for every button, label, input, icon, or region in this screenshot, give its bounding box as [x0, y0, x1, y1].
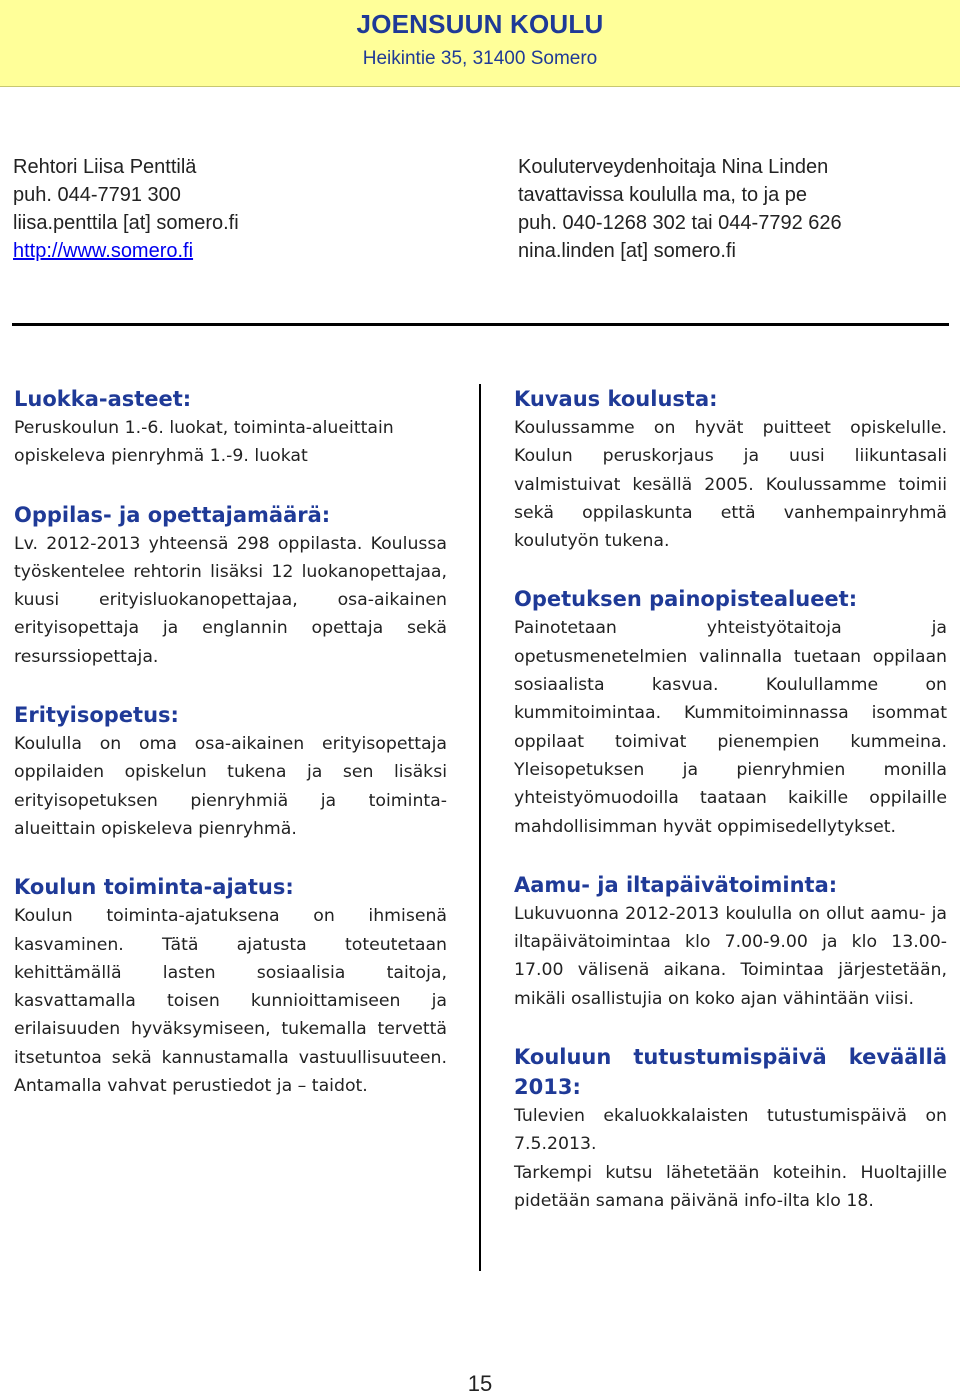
nurse-email: nina.linden [at] somero.fi [518, 240, 736, 262]
afterschool-text: Lukuvuonna 2012-2013 koululla on ollut aamu- ja iltapäivätoimintaa klo 7.00-9.00 ja klo 13.00-17.00 välisenä aikana. Toimintaa järjestetään, mikäli osallistujia on koko ajan vähintään viisi. [514, 903, 947, 1009]
focus-section [514, 584, 947, 840]
counts-heading: Oppilas- ja opettajamäärä: [14, 502, 331, 527]
grades-section [14, 384, 447, 471]
principal-name: Rehtori Liisa Penttilä [13, 156, 197, 178]
horizontal-divider [12, 323, 949, 326]
intro-day-text-1: Tulevien ekaluokkalaisten tutustumispäivä on 7.5.2013. [514, 1106, 947, 1155]
principal-contact [13, 153, 239, 265]
description-section [514, 384, 947, 555]
special-education-section [14, 700, 447, 843]
intro-day-text-2: Tarkempi kutsu lähetetään koteihin. Huoltajille pidetään samana päivänä info-ilta klo 18. [514, 1162, 947, 1211]
special-education-text: Koululla on oma osa-aikainen erityisopettaja oppilaiden opiskelun tukena ja sen lisäksi erityisopetuksen pienryhmiä ja toiminta-alueittain opiskeleva pienryhmä. [14, 734, 447, 839]
school-name: JOENSUUN KOULU [356, 9, 604, 39]
principal-phone: puh. 044-7791 300 [13, 184, 181, 206]
grades-text: Peruskoulun 1.-6. luokat, toiminta-alueittain opiskeleva pienryhmä 1.-9. luokat [14, 418, 394, 467]
nurse-hours: tavattavissa koululla ma, to ja pe [518, 184, 808, 206]
school-header [0, 0, 960, 87]
school-address: Heikintie 35, 31400 Somero [362, 48, 598, 69]
page-number: 15 [467, 1371, 493, 1396]
focus-text: Painotetaan yhteistyötaitoja ja opetusmenetelmien valinnalla tuetaan oppilaan sosiaalista kasvua. Koulullamme on kummitoimintaa. Kummitoiminnassa isommat oppilaat toimivat pienempien kummeina. Yleisopetuksen ja pienryhmien monilla yhteistyömuodoilla taataan kaikille oppilaille mahdollisimman hyvät oppimisedellytykset. [514, 618, 947, 837]
nurse-contact [518, 153, 842, 265]
special-education-heading: Erityisopetus: [14, 703, 179, 728]
nurse-name: Kouluterveydenhoitaja Nina Linden [518, 156, 829, 178]
description-heading: Kuvaus koulusta: [514, 387, 718, 411]
intro-day-section [514, 1042, 947, 1215]
mission-heading: Koulun toiminta-ajatus: [14, 875, 294, 900]
intro-day-heading: Kouluun tutustumispäivä keväällä 2013: [514, 1045, 947, 1100]
afterschool-heading: Aamu- ja iltapäivätoiminta: [514, 872, 838, 897]
counts-section [14, 500, 447, 671]
focus-heading: Opetuksen painopistealueet: [514, 587, 858, 612]
description-text: Koulussamme on hyvät puitteet opiskelulle. Koulun peruskorjaus ja uusi liikuntasali valmistuivat kesällä 2005. Koulussamme toimii sekä oppilaskunta että vanhempainryhmä koulutyön tukena. [514, 418, 947, 552]
website-link[interactable]: http://www.somero.fi [13, 240, 194, 262]
right-column [514, 384, 947, 1215]
nurse-phone: puh. 040-1268 302 tai 044-7792 626 [518, 212, 842, 234]
counts-text: Lv. 2012-2013 yhteensä 298 oppilasta. Koulussa työskentelee rehtorin lisäksi 12 luokanopettajaa, kuusi erityisluokanopettajaa, osa-aikainen erityisopettaja ja englannin opettaja sekä resurssiopettaja. [14, 533, 447, 667]
principal-email: liisa.penttila [at] somero.fi [13, 212, 239, 234]
afterschool-section [514, 870, 947, 1013]
column-divider [479, 384, 481, 1271]
mission-section [14, 872, 447, 1100]
grades-heading: Luokka-asteet: [14, 387, 192, 411]
left-column [14, 384, 447, 1100]
mission-text: Koulun toiminta-ajatuksena on ihmisenä kasvaminen. Tätä ajatusta toteutetaan kehittämällä lasten sosiaalisia taitoja, kasvattamalla toisen kunnioittamiseen ja erilaisuuden hyväksymiseen, tukemalla tervettä itsetuntoa sekä kannustamalla vastuullisuuteen. Antamalla vahvat perustiedot ja – taidot. [14, 906, 447, 1097]
